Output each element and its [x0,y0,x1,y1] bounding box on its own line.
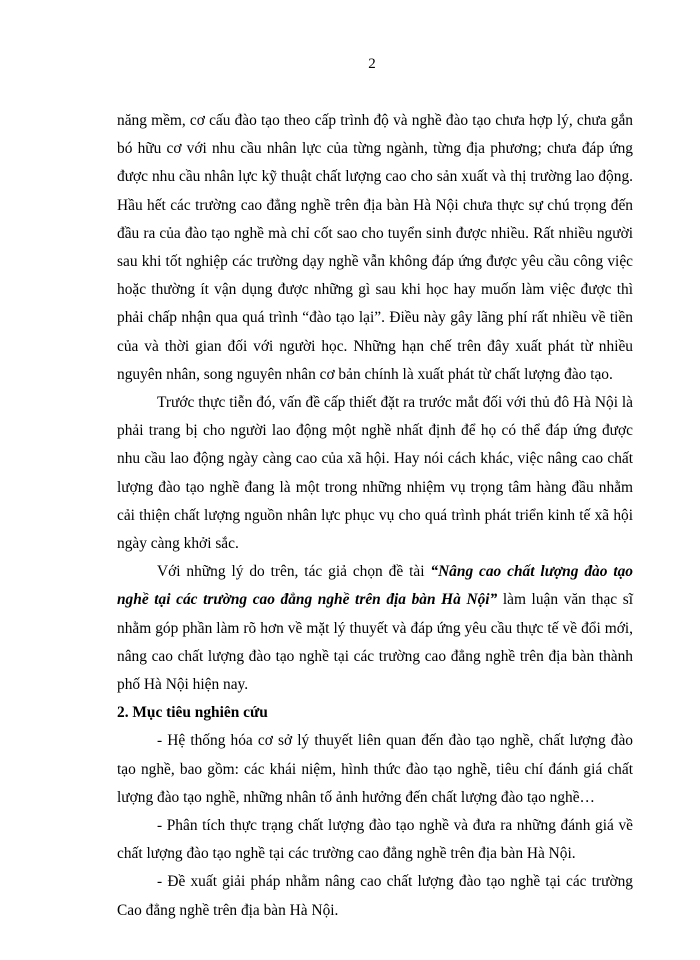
paragraph-topic-choice [117,558,633,699]
paragraph-context: Trước thực tiễn đó, vấn đề cấp thiết đặt ra trước mắt đối với thủ đô Hà Nội là phải trang bị cho người lao động một nghề nhất định để họ có thể đáp ứng được nhu cầu lao động ngày càng cao của xã hội. Hay nói cách khác, việc nâng cao chất lượng đào tạo nghề đang là một trong những nhiệm vụ trọng tâm hàng đầu nhằm cải thiện chất lượng nguồn nhân lực phục vụ cho quá trình phát triển kinh tế xã hội ngày càng khởi sắc. [117,394,633,553]
objective-item: - Đề xuất giải pháp nhằm nâng cao chất lượng đào tạo nghề tại các trường Cao đẳng nghề trên địa bàn Hà Nội. [117,873,633,919]
thesis-title: “Nâng cao chất lượng đào tạo nghề tại các trường cao đẳng nghề trên địa bàn Hà Nội” [117,563,633,609]
topic-intro-text: Với những lý do trên, tác giả chọn đề tài [157,563,431,581]
body-text [117,107,633,925]
objective-item: - Hệ thống hóa cơ sở lý thuyết liên quan đến đào tạo nghề, chất lượng đào tạo nghề, bao gồm: các khái niệm, hình thức đào tạo nghề, tiêu chí đánh giá chất lượng đào tạo nghề, những nhân tố ảnh hưởng đến chất lượng đào tạo nghề… [117,732,633,806]
objective-item: - Phân tích thực trạng chất lượng đào tạo nghề và đưa ra những đánh giá về chất lượng đào tạo nghề tại các trường cao đẳng nghề trên địa bàn Hà Nội. [117,817,633,863]
topic-purpose-text: làm luận văn thạc sĩ nhằm góp phần làm rõ hơn về mặt lý thuyết và đáp ứng yêu cầu thực tế về đổi mới, nâng cao chất lượng đào tạo nghề tại các trường cao đẳng nghề trên địa bàn thành phố Hà Nội hiện nay. [117,591,633,694]
paragraph-continuation: năng mềm, cơ cấu đào tạo theo cấp trình độ và nghề đào tạo chưa hợp lý, chưa gắn bó hữu cơ với nhu cầu nhân lực của từng ngành, từng địa phương; chưa đáp ứng được nhu cầu nhân lực kỹ thuật chất lượng cao cho sản xuất và thị trường lao động. Hầu hết các trường cao đẳng nghề trên địa bàn Hà Nội chưa thực sự chú trọng đến đầu ra của đào tạo nghề mà chỉ cốt sao cho tuyển sinh được nhiều. Rất nhiều người sau khi tốt nghiệp các trường dạy nghề vẫn không đáp ứng được yêu cầu công việc hoặc thường ít vận dụng được những gì sau khi học hay muốn làm việc được thì phải chấp nhận qua quá trình “đào tạo lại”. Điều này gây lãng phí rất nhiều về tiền của và thời gian đối với người học. Những hạn chế trên đây xuất phát từ nhiều nguyên nhân, song nguyên nhân cơ bản chính là xuất phát từ chất lượng đào tạo. [117,112,633,383]
page-number: 2 [368,56,376,72]
section-heading: 2. Mục tiêu nghiên cứu [117,704,268,722]
